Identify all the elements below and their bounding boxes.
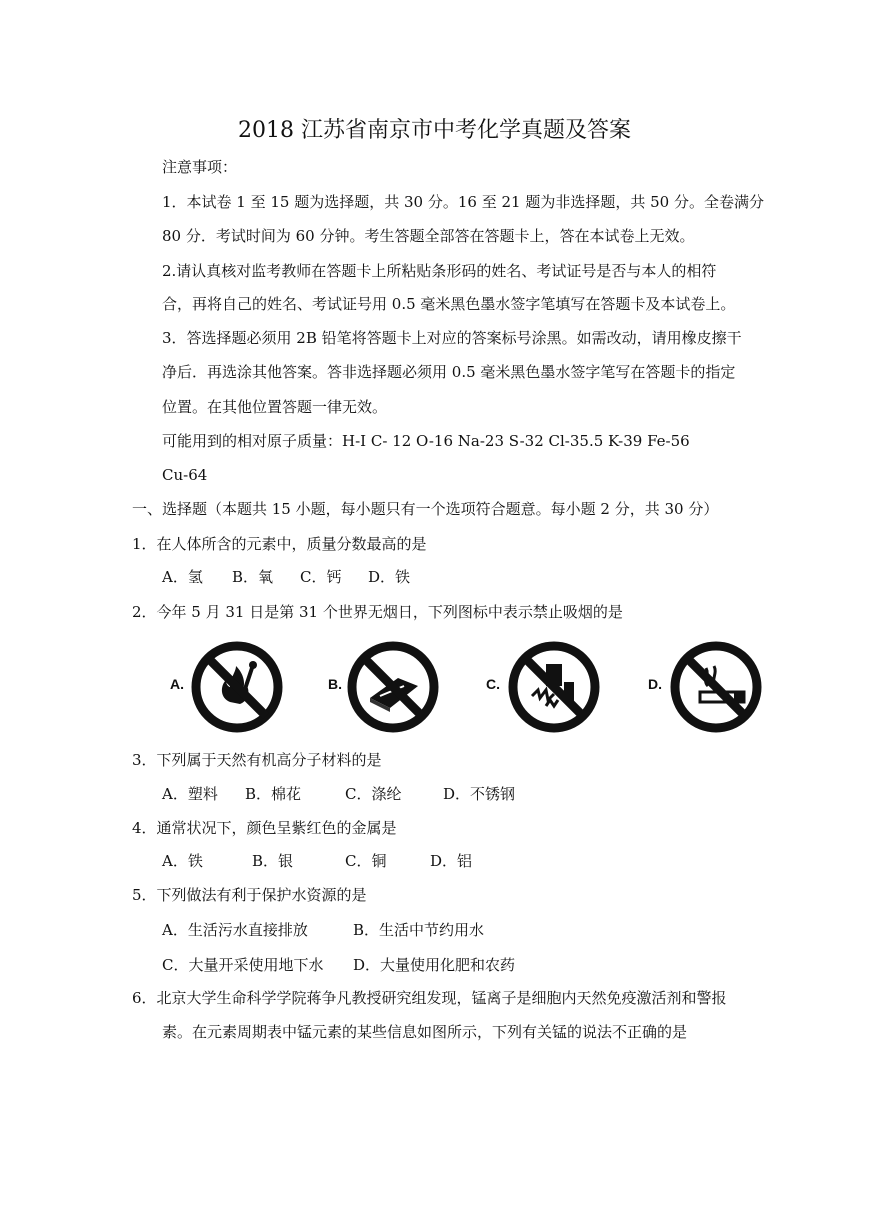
option: A．氢 [162,568,203,586]
question-stem: 6．北京大学生命科学学院蒋争凡教授研究组发现，锰离子是细胞内天然免疫激活剂和警报 [132,989,727,1007]
sign-option-b [328,640,438,734]
section-heading: 一、选择题（本题共 15 小题，每小题只有一个选项符合题意。每小题 2 分，共 30 分） [132,500,719,518]
no-smoking-icon [668,640,764,734]
sign-label: B. [328,676,342,692]
sign-label: C. [486,676,500,692]
question-stem: 5．下列做法有利于保护水资源的是 [132,886,367,904]
option: B．棉花 [245,785,302,803]
atomic-mass-line: Cu-64 [162,466,208,484]
page-title: 2018 江苏省南京市中考化学真题及答案 [238,118,631,143]
notice-line: 80 分．考试时间为 60 分钟。考生答题全部答在答题卡上，答在本试卷上无效。 [162,227,695,245]
notice-line: 位置。在其他位置答题一律无效。 [162,398,388,416]
notice-heading: 注意事项： [162,158,238,176]
option: D．大量使用化肥和农药 [353,956,516,974]
question-stem: 2．今年 5 月 31 日是第 31 个世界无烟日，下列图标中表示禁止吸烟的是 [132,603,623,621]
notice-line: 合，再将自己的姓名、考试证号用 0.5 毫米黑色墨水签字笔填写在答题卡及本试卷上。 [162,295,736,313]
option: D．不锈钢 [443,785,516,803]
no-firecrackers-icon [506,640,602,734]
option: A．生活污水直接排放 [162,921,308,939]
sign-option-d [648,640,768,734]
option: B．银 [252,852,294,870]
question-stem: 4．通常状况下，颜色呈紫红色的金属是 [132,819,397,837]
question-stem: 3．下列属于天然有机高分子材料的是 [132,751,382,769]
option: A．铁 [162,852,203,870]
sign-option-c [486,640,606,734]
option: C．铜 [345,852,387,870]
option: C．涤纶 [345,785,402,803]
no-open-flame-icon [190,640,284,734]
option: D．铁 [368,568,411,586]
option: B．氧 [232,568,274,586]
notice-line: 3．答选择题必须用 2B 铅笔将答题卡上对应的答案标号涂黑。如需改动，请用橡皮擦干 [162,329,742,347]
notice-line: 净后．再选涂其他答案。答非选择题必须用 0.5 毫米黑色墨水签字笔写在答题卡的指定 [162,363,736,381]
sign-option-a [170,640,280,734]
atomic-mass-line: 可能用到的相对原子质量：H-I C- 12 O-16 Na-23 S-32 Cl-35.5 K-39 Fe-56 [162,432,690,450]
option: D．铝 [430,852,473,870]
option: B．生活中节约用水 [353,921,485,939]
notice-line: 1．本试卷 1 至 15 题为选择题，共 30 分。16 至 21 题为非选择题，共 50 分。全卷满分 [162,193,764,211]
sign-label: D. [648,676,662,692]
sign-label: A. [170,676,184,692]
no-fireworks-icon [346,640,440,734]
option: A．塑料 [162,785,218,803]
notice-line: 2.请认真核对监考教师在答题卡上所粘贴条形码的姓名、考试证号是否与本人的相符 [162,262,717,280]
option: C．钙 [300,568,342,586]
question-stem: 1．在人体所含的元素中，质量分数最高的是 [132,535,427,553]
option: C．大量开采使用地下水 [162,956,324,974]
question-stem-continuation: 素。在元素周期表中锰元素的某些信息如图所示，下列有关锰的说法不正确的是 [162,1023,688,1041]
